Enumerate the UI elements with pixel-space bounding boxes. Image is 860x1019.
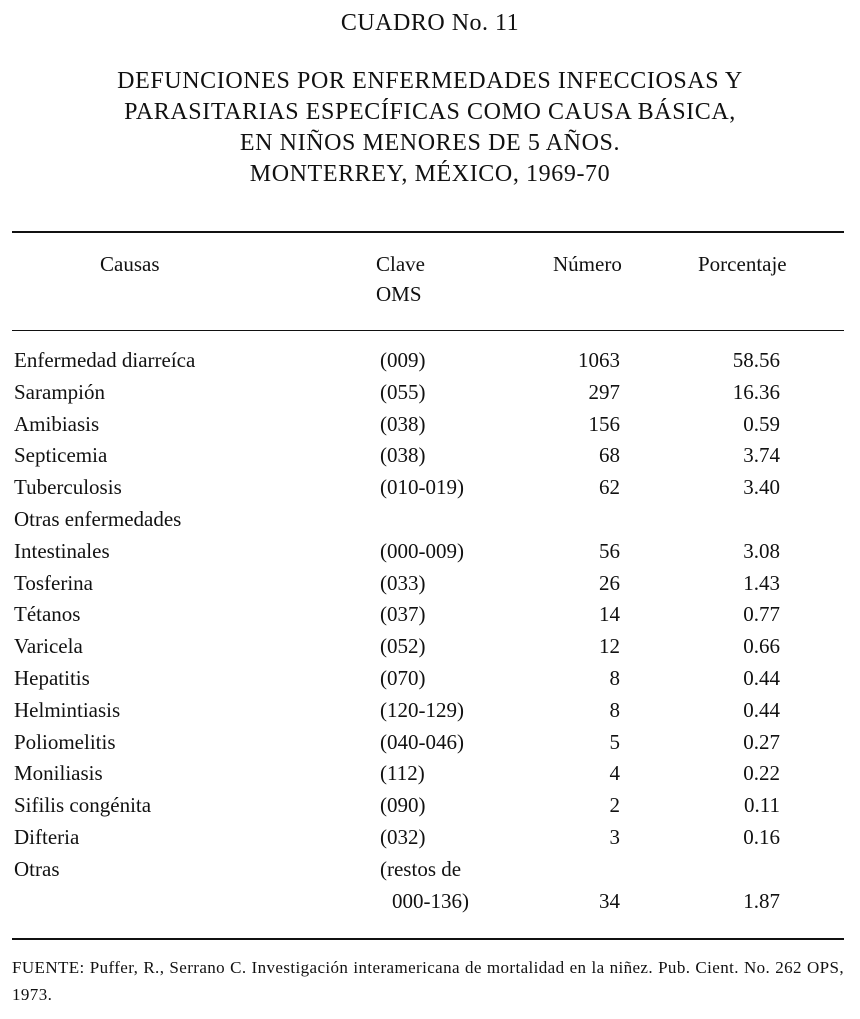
- table-row: [0, 377, 860, 409]
- numero-cell: 1063: [578, 348, 620, 372]
- header-clave-line-2: OMS: [376, 282, 422, 306]
- table-row: [0, 631, 860, 663]
- porcentaje-cell: 0.22: [743, 761, 780, 786]
- porcentaje-cell: 3.74: [743, 443, 780, 468]
- table-row: [0, 599, 860, 631]
- clave-cell: (032): [380, 824, 426, 849]
- table-row: [0, 758, 860, 790]
- header-causas: Causas: [100, 252, 160, 276]
- porcentaje-cell: 0.44: [743, 697, 780, 722]
- table-top-rule: [12, 231, 844, 233]
- table-row: [0, 663, 860, 695]
- clave-cell: [380, 854, 469, 918]
- cause-cell: Varicela: [14, 634, 83, 659]
- cause-cell: Enfermedad diarreíca: [14, 348, 196, 372]
- table-title: [0, 66, 860, 190]
- numero-cell: 12: [599, 634, 620, 659]
- table-row: [0, 409, 860, 441]
- cause-cell: Sarampión: [14, 379, 105, 404]
- clave-cell: (000-009): [380, 538, 464, 563]
- numero-cell: 4: [609, 761, 620, 786]
- cause-cell: Poliomelitis: [14, 729, 116, 754]
- porcentaje-cell: 0.16: [743, 824, 780, 849]
- clave-cell: (038): [380, 411, 426, 436]
- clave-cell: (033): [380, 570, 426, 595]
- cause-cell: Septicemia: [14, 443, 108, 468]
- table-bottom-rule: [12, 938, 844, 940]
- porcentaje-cell: 3.40: [743, 475, 780, 500]
- numero-cell: 2: [609, 793, 620, 818]
- table-row: [0, 440, 860, 472]
- table-number: CUADRO No. 11: [340, 10, 520, 36]
- cause-cell: Tuberculosis: [14, 475, 122, 500]
- cause-cell: Amibiasis: [14, 411, 100, 436]
- title-line-2: PARASITARIAS ESPECÍFICAS COMO CAUSA BÁSICA,: [124, 99, 736, 125]
- porcentaje-cell: 16.36: [732, 379, 780, 404]
- header-numero: Número: [553, 252, 622, 276]
- clave-cell: (120-129): [380, 697, 464, 722]
- clave-cell: (040-046): [380, 729, 464, 754]
- title-line-4: MONTERREY, MÉXICO, 1969-70: [249, 161, 611, 187]
- porcentaje-cell: 1.87: [743, 888, 780, 913]
- numero-cell: 8: [609, 665, 620, 690]
- cause-cell: Sifilis congénita: [14, 793, 152, 818]
- porcentaje-cell: 0.59: [743, 411, 780, 436]
- table-body: [0, 345, 860, 917]
- porcentaje-cell: 0.27: [743, 729, 780, 754]
- clave-cell: (037): [380, 602, 426, 627]
- cause-cell: Tosferina: [14, 570, 93, 595]
- clave-cell: (009): [380, 348, 426, 372]
- numero-cell: 8: [609, 697, 620, 722]
- clave-cell: (090): [380, 793, 426, 818]
- table-row: [0, 345, 860, 377]
- cause-cell: Helmintiasis: [14, 697, 121, 722]
- table-row-otras: [0, 854, 860, 918]
- table-row: [0, 822, 860, 854]
- numero-cell: 34: [599, 888, 620, 913]
- clave-line-2: 000-136): [392, 888, 469, 913]
- table-row: [0, 472, 860, 504]
- numero-cell: 56: [599, 538, 620, 563]
- source-note: FUENTE: Puffer, R., Serrano C. Investigación interamericana de mortalidad en la niñez. Pub. Cient. No. 262 OPS, 1973.: [12, 958, 844, 1004]
- table-row: [0, 536, 860, 568]
- porcentaje-cell: 58.56: [732, 348, 780, 372]
- porcentaje-cell: 1.43: [743, 570, 780, 595]
- cause-cell: Intestinales: [14, 538, 110, 563]
- header-porcentaje: Porcentaje: [698, 252, 787, 276]
- numero-cell: 3: [609, 824, 620, 849]
- porcentaje-cell: 3.08: [743, 538, 780, 563]
- table-header-rule: [12, 330, 844, 331]
- porcentaje-cell: 0.44: [743, 665, 780, 690]
- title-line-3: EN NIÑOS MENORES DE 5 AÑOS.: [239, 130, 621, 156]
- table-row: [0, 695, 860, 727]
- numero-cell: 62: [599, 475, 620, 500]
- table-row: [0, 790, 860, 822]
- porcentaje-cell: 0.11: [744, 793, 780, 818]
- clave-cell: (070): [380, 665, 426, 690]
- numero-cell: 5: [609, 729, 620, 754]
- numero-cell: 297: [588, 379, 620, 404]
- table-row: [0, 568, 860, 600]
- numero-cell: 26: [599, 570, 620, 595]
- porcentaje-cell: 0.66: [743, 634, 780, 659]
- clave-cell: (010-019): [380, 475, 464, 500]
- cause-cell: Otras enfermedades: [14, 506, 182, 531]
- cause-cell: Hepatitis: [14, 665, 90, 690]
- cause-cell: Otras: [14, 856, 60, 881]
- title-line-1: DEFUNCIONES POR ENFERMEDADES INFECCIOSAS Y: [117, 68, 743, 94]
- clave-cell: (055): [380, 379, 426, 404]
- clave-line-1: (restos de: [380, 856, 462, 881]
- table-row: [0, 727, 860, 759]
- numero-cell: 156: [588, 411, 620, 436]
- table-row: [0, 504, 860, 536]
- clave-cell: (112): [380, 761, 425, 786]
- clave-cell: (038): [380, 443, 426, 468]
- numero-cell: 14: [599, 602, 620, 627]
- cause-cell: Moniliasis: [14, 761, 103, 786]
- clave-cell: (052): [380, 634, 426, 659]
- cause-cell: Tétanos: [14, 602, 81, 627]
- numero-cell: 68: [599, 443, 620, 468]
- cause-cell: Difteria: [14, 824, 80, 849]
- header-clave-oms: [376, 249, 425, 309]
- porcentaje-cell: 0.77: [743, 602, 780, 627]
- header-clave-line-1: Clave: [376, 252, 425, 276]
